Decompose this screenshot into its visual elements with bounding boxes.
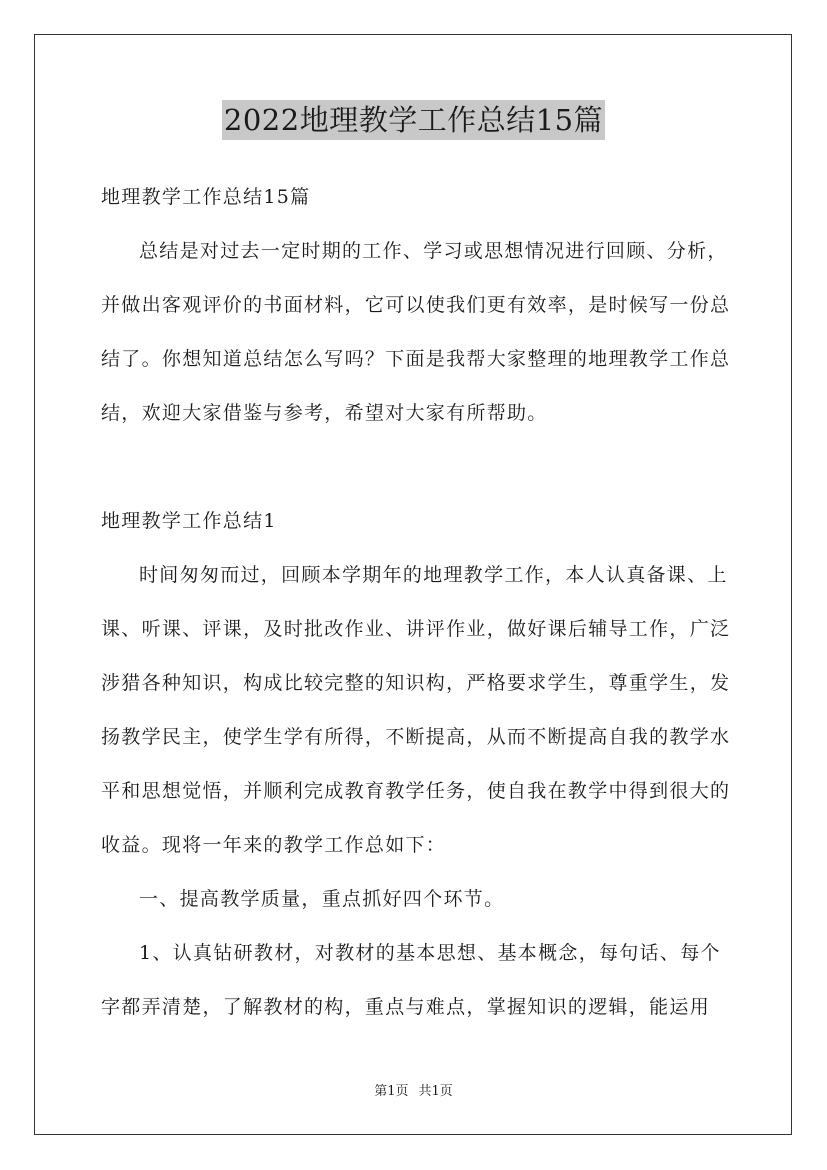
page-number: 第1页 [374,1084,409,1099]
section-point-item: 1、认真钻研教材，对教材的基本思想、基本概念，每句话、每个字都弄清楚，了解教材的构，重点与难点，掌握知识的逻辑，能运用 [101,942,721,1018]
section-point-heading: 一、提高教学质量，重点抓好四个环节。 [139,888,505,910]
section-paragraph: 时间匆匆而过，回顾本学期年的地理教学工作，本人认真备课、上课、听课、评课，及时批改作业、讲评作业，做好课后辅导工作，广泛涉猎各种知识，构成比较完整的知识构，严格要求学生，尊重学生，发扬教学民主，使学生学有所得，不断提高，从而不断提高自我的教学水平和思想觉悟，并顺利完成教育教学任务，使自我在教学中得到很大的收益。现将一年来的教学工作总如下： [101,564,731,856]
document-subtitle: 地理教学工作总结15篇 [101,186,311,208]
section-spacer [101,440,741,494]
document-title-text: 2022地理教学工作总结15篇 [222,100,605,140]
document-body [101,170,741,1034]
section-heading: 地理教学工作总结1 [101,510,277,532]
page-total: 共1页 [418,1084,453,1099]
page-footer [0,1082,827,1102]
document-title [0,100,827,140]
intro-paragraph: 总结是对过去一定时期的工作、学习或思想情况进行回顾、分析，并做出客观评价的书面材料，它可以使我们更有效率，是时候写一份总结了。你想知道总结怎么写吗？下面是我帮大家整理的地理教学工作总结，欢迎大家借鉴与参考，希望对大家有所帮助。 [101,240,731,424]
